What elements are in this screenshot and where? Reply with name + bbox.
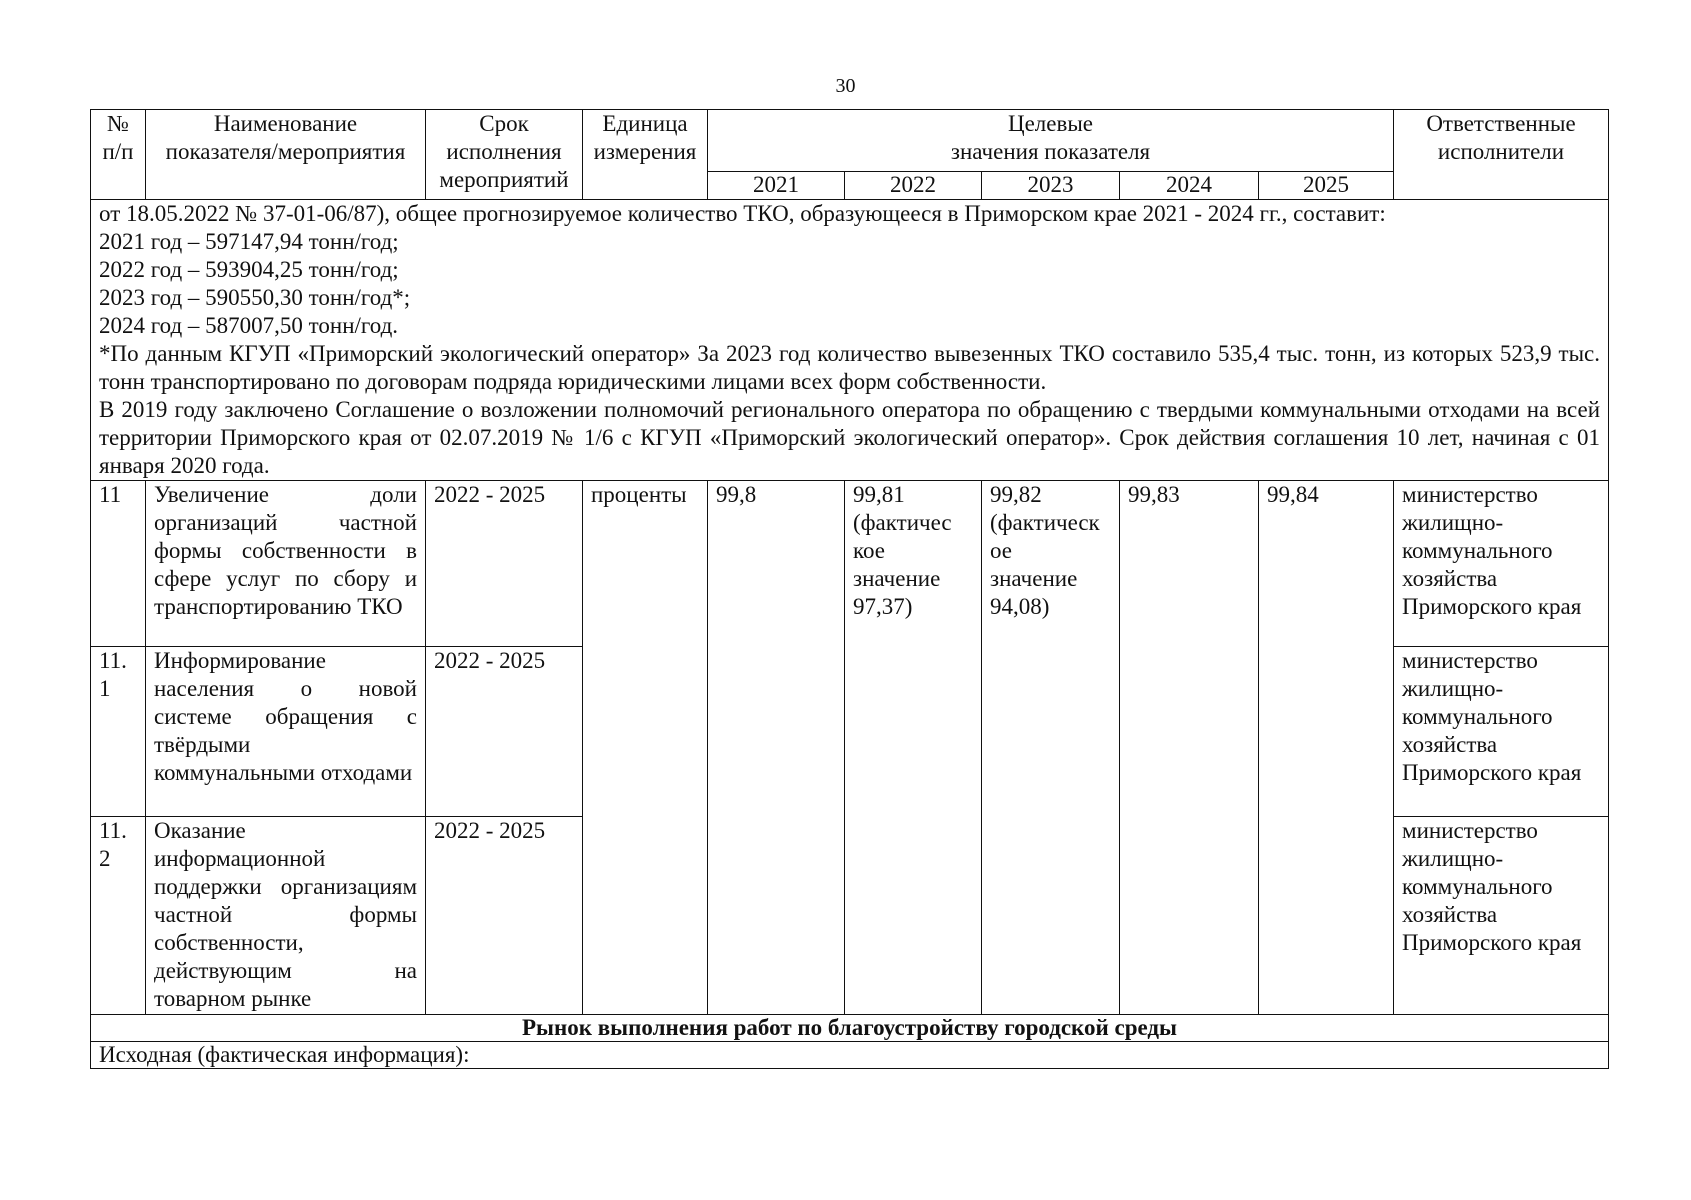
header-deadline: Срок исполнения мероприятий [426,110,583,200]
row-number: 11. 2 [91,817,146,1015]
header-year: 2022 [845,172,982,200]
row-unit: проценты [583,481,708,1015]
value-2025: 99,84 [1259,481,1394,1015]
header-name: Наименование показателя/мероприятия [146,110,426,200]
row-number: 11 [91,481,146,647]
table-row [91,481,1609,647]
info-paragraph: В 2019 году заключено Соглашение о возложении полномочий регионального оператора по обращению с твердыми коммунальными отходами на всей территории Приморского края от 02.07.2019 № 1/6 с КГУП «Приморский экологический оператор». Срок действия соглашения 10 лет, начиная с 01 января 2020 года. [99,397,1601,478]
row-responsible: министерство жилищно- коммунального хозяйства Приморского края [1394,647,1609,817]
row-responsible: министерство жилищно- коммунального хозяйства Приморского края [1394,481,1609,647]
row-name: Оказание информационной поддержки организациям частной формы собственности, действующим на товарном рынке [146,817,426,1015]
header-year: 2023 [982,172,1120,200]
section-row [91,1015,1609,1042]
info-paragraph: 2024 год – 587007,50 тонн/год. [99,313,399,338]
header-unit: Единица измерения [583,110,708,200]
info-row [91,200,1609,481]
row-name: Информирование населения о новой системе обращения с твёрдыми коммунальными отходами [146,647,426,817]
header-year: 2021 [708,172,845,200]
row-number: 11. 1 [91,647,146,817]
header-num: № п/п [91,110,146,200]
header-targets: Целевые значения показателя [708,110,1394,172]
indicators-table [90,109,1609,1069]
info-paragraph: 2021 год – 597147,94 тонн/год; [99,229,399,254]
value-2022: 99,81 (фактичес кое значение 97,37) [845,481,982,1015]
header-responsible: Ответственные исполнители [1394,110,1609,200]
header-year: 2025 [1259,172,1394,200]
row-responsible: министерство жилищно- коммунального хозяйства Приморского края [1394,817,1609,1015]
info-cell [91,200,1609,481]
page-number: 30 [835,75,856,97]
info-paragraph: от 18.05.2022 № 37-01-06/87), общее прогнозируемое количество ТКО, образующееся в Приморском крае 2021 - 2024 гг., составит: [99,201,1386,226]
row-deadline: 2022 - 2025 [426,481,583,647]
source-row [91,1042,1609,1069]
info-paragraph: 2022 год – 593904,25 тонн/год; [99,257,399,282]
header-year: 2024 [1120,172,1259,200]
section-title: Рынок выполнения работ по благоустройству городской среды [91,1015,1609,1042]
source-label: Исходная (фактическая информация): [91,1042,1609,1069]
value-2021: 99,8 [708,481,845,1015]
value-2023: 99,82 (фактическ ое значение 94,08) [982,481,1120,1015]
info-paragraph: 2023 год – 590550,30 тонн/год*; [99,285,411,310]
row-deadline: 2022 - 2025 [426,817,583,1015]
row-name: Увеличение доли организаций частной формы собственности в сфере услуг по сбору и транспортированию ТКО [146,481,426,647]
value-2024: 99,83 [1120,481,1259,1015]
row-deadline: 2022 - 2025 [426,647,583,817]
info-paragraph: *По данным КГУП «Приморский экологический оператор» За 2023 год количество вывезенных ТКО составило 535,4 тыс. тонн, из которых 523,9 тыс. тонн транспортировано по договорам подряда юридическими лицами всех форм собственности. [99,341,1601,394]
header-row [91,110,1609,172]
